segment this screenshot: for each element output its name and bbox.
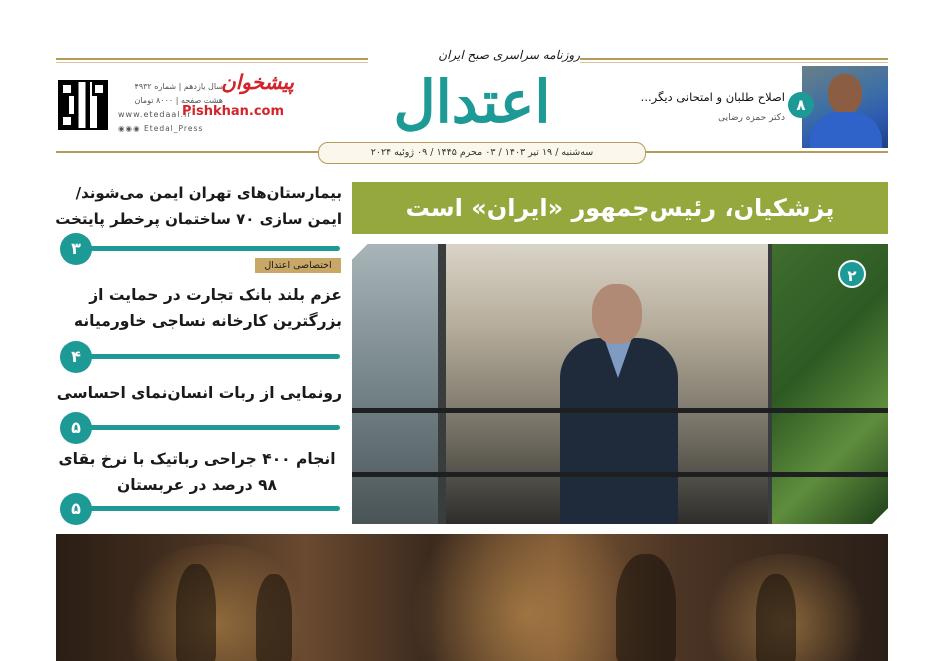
- main-story-page-badge[interactable]: ۲: [838, 260, 866, 288]
- exclusive-badge: اختصاصی اعتدال: [255, 258, 341, 273]
- header-rule-top-left-thin: [56, 62, 368, 63]
- header-rule-top-right-thin: [580, 62, 888, 63]
- author-name: دکتر حمزه رضایی: [718, 113, 785, 123]
- header-rule-bottom-right: [644, 151, 888, 153]
- author-photo[interactable]: [802, 66, 888, 148]
- man-figure-head: [592, 284, 642, 344]
- watermark-persian: پیشخوان: [221, 70, 294, 94]
- header-rule-top-left: [56, 58, 368, 60]
- header-rule-bottom-left: [56, 151, 318, 153]
- header-rule-top-right: [580, 58, 888, 60]
- issue-price: هشت صفحه | ۸۰۰۰ تومان: [134, 96, 223, 105]
- story-1-separator: [64, 246, 340, 251]
- social-handle[interactable]: ◉◉◉ Etedal_Press: [118, 124, 204, 133]
- banner-figure-4: [756, 574, 796, 661]
- author-page-number-badge[interactable]: ۸: [788, 92, 814, 118]
- story-1-headline[interactable]: بیمارستان‌های تهران ایمن می‌شوند/ ایمن سازی ۷۰ ساختمان پرخطر پایتخت: [55, 184, 342, 228]
- railing-top: [352, 408, 888, 413]
- story-2-separator: [64, 354, 340, 359]
- watermark-latin: Pishkhan.com: [182, 104, 285, 119]
- story-3-separator: [64, 425, 340, 430]
- social-icons: ◉◉◉: [118, 124, 145, 133]
- main-headline-banner[interactable]: [352, 182, 888, 234]
- author-shirt: [810, 112, 882, 148]
- author-face: [828, 74, 862, 114]
- banner-figure-1: [176, 564, 216, 661]
- main-photo[interactable]: [352, 244, 888, 524]
- story-4-page-badge[interactable]: ۵: [60, 493, 92, 525]
- author-column-headline[interactable]: اصلاح طلبان و امتحانی دیگر...: [640, 90, 785, 104]
- issue-date-bar: سه‌شنبه / ۱۹ تیر ۱۴۰۳ / ۰۳ محرم ۱۴۴۵ / ۰۹ ژوئیه ۲۰۲۴: [318, 142, 646, 164]
- story-4-headline[interactable]: انجام ۴۰۰ جراحی رباتیک با نرخ بقای ۹۸ درصد در عربستان: [58, 450, 336, 494]
- newspaper-logo[interactable]: اعتدال: [393, 68, 551, 136]
- railing-bottom: [352, 472, 888, 477]
- photo-foliage: [772, 244, 888, 524]
- story-1-page-badge[interactable]: ۳: [60, 233, 92, 265]
- bottom-banner-image[interactable]: [56, 534, 888, 661]
- banner-figure-3: [616, 554, 676, 661]
- story-2-headline[interactable]: عزم بلند بانک تجارت در حمایت از بزرگترین کارخانه نساجی خاورمیانه: [73, 286, 342, 330]
- main-headline: پزشکیان، رئیس‌جمهور «ایران» است: [405, 194, 835, 222]
- story-4-separator: [64, 506, 340, 511]
- logo-tagline: روزنامه سراسری صبح ایران: [438, 48, 580, 62]
- qr-code-icon[interactable]: [58, 80, 108, 130]
- door-frame-left: [438, 244, 446, 524]
- story-3-headline[interactable]: رونمایی از ربات انسان‌نمای احساسی: [56, 384, 342, 402]
- issue-number: سال یازدهم | شماره ۴۹۳۲: [134, 82, 223, 91]
- story-3-page-badge[interactable]: ۵: [60, 412, 92, 444]
- website-link[interactable]: www.etedaal.ir: [118, 110, 192, 119]
- story-2-page-badge[interactable]: ۴: [60, 341, 92, 373]
- photo-left-panel: [352, 244, 442, 524]
- banner-figure-2: [256, 574, 292, 661]
